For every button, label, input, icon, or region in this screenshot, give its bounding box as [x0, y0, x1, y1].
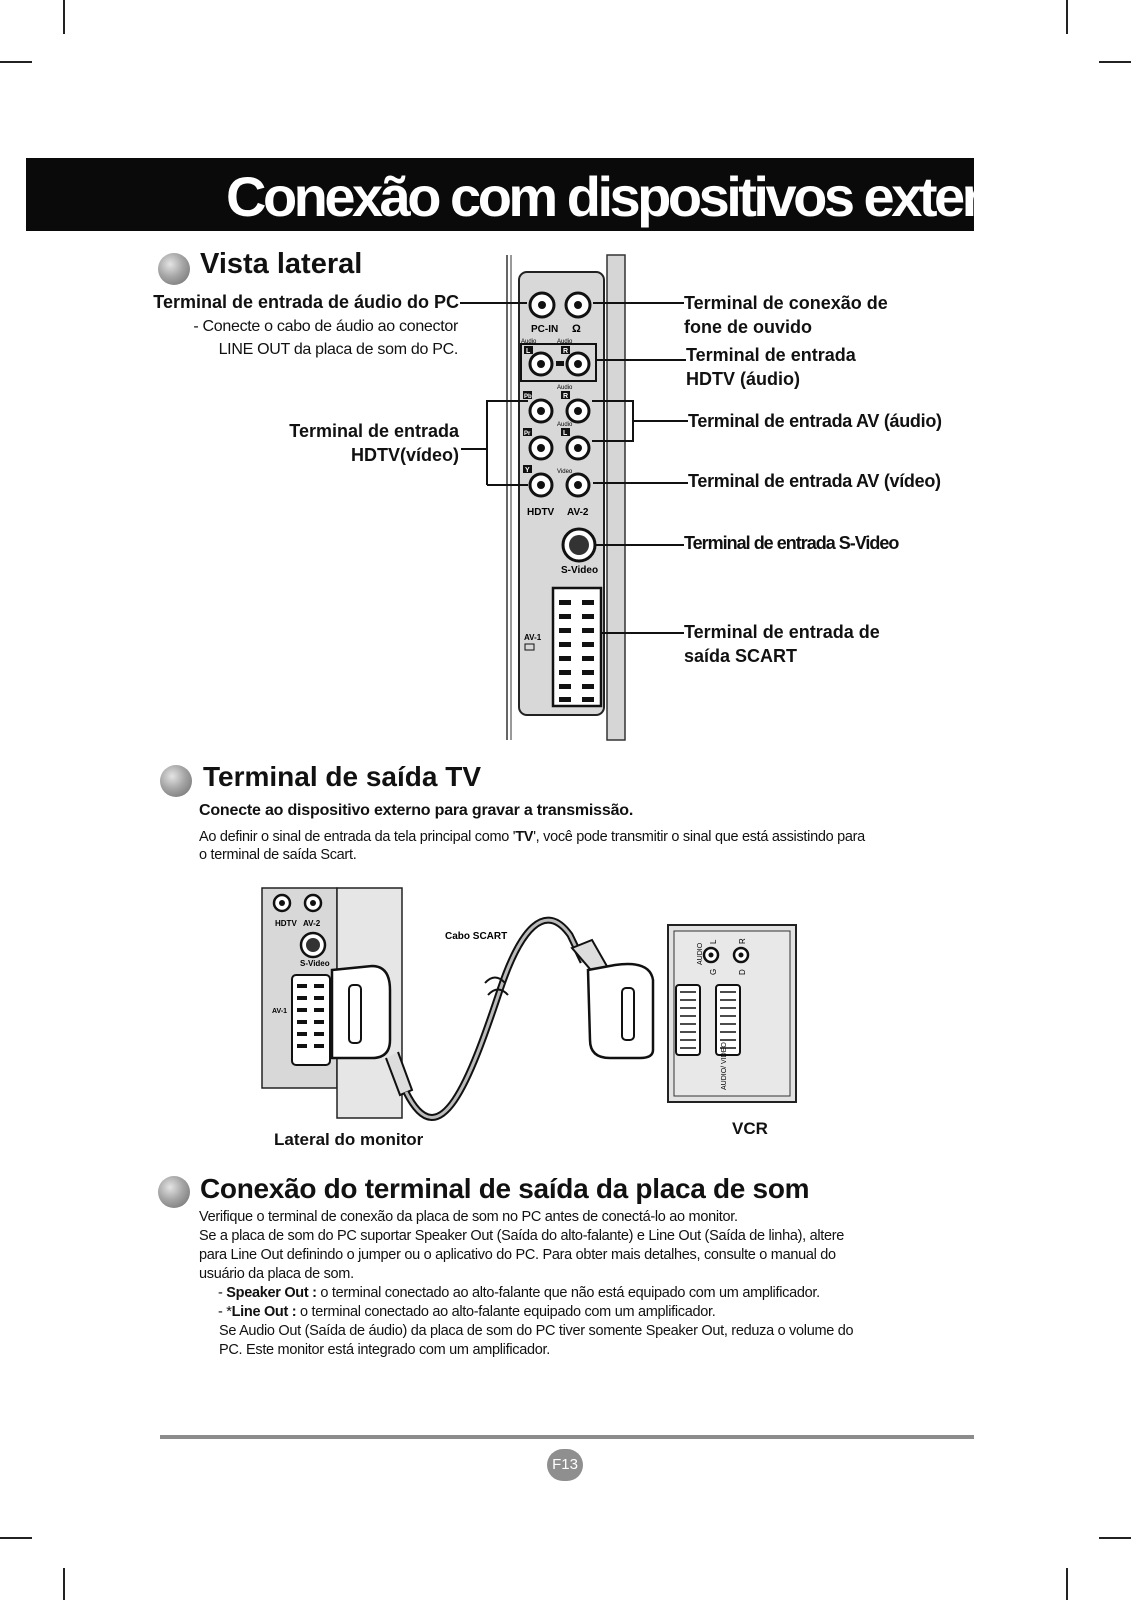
panel-label-left: L — [526, 348, 531, 355]
panel-label-pc-in: PC-IN — [531, 324, 559, 335]
panel-label-av2: AV-2 — [567, 507, 589, 518]
panel-label-y: Y — [525, 467, 530, 474]
crop-mark — [1099, 61, 1131, 63]
sound-card-line4: usuário da placa de som. — [199, 1266, 354, 1282]
headphone-icon: Ω — [572, 323, 581, 335]
tv-output-body-line1 — [199, 828, 865, 847]
speaker-term: Speaker Out : — [226, 1285, 317, 1301]
panel-label-audio: Audio — [557, 339, 573, 345]
line-prefix: - * — [218, 1304, 232, 1320]
panel-label-right: R — [563, 348, 569, 355]
fig-caption-monitor: Lateral do monitor — [274, 1130, 424, 1149]
sound-card-speaker-out — [218, 1284, 820, 1303]
crop-mark — [63, 0, 65, 34]
crop-mark — [0, 1537, 32, 1539]
panel-label-pr: Pr — [524, 431, 531, 437]
tv-output-body-part2: ', você pode transmitir o sinal que está assistindo para — [533, 829, 865, 845]
sound-card-note-2: PC. Este monitor está integrado com um amplificador. — [219, 1342, 550, 1358]
crop-mark — [63, 1568, 65, 1600]
crop-mark — [1099, 1537, 1131, 1539]
panel-label-av1: AV-1 — [524, 633, 542, 642]
fig-caption-vcr: VCR — [732, 1119, 768, 1138]
fig-label-g: G — [709, 968, 718, 975]
fig-label-audio: AUDIO — [697, 942, 704, 965]
label-scart-2: saída SCART — [684, 646, 798, 666]
fig-label-audio-video: AUDIO/ VIDEO — [721, 1042, 728, 1090]
label-hdtv-video-2: HDTV(vídeo) — [351, 445, 459, 465]
speaker-desc: o terminal conectado ao alto-falante que não está equipado com um amplificador. — [316, 1285, 820, 1301]
fig-label-d: D — [738, 969, 747, 975]
label-hdtv-video-1: Terminal de entrada — [289, 421, 459, 441]
fig-label-svideo: S-Video — [300, 959, 330, 968]
section-heading-tv-output: Terminal de saída TV — [203, 761, 482, 792]
section-heading-sound-card: Conexão do terminal de saída da placa de som — [200, 1173, 810, 1204]
label-pc-audio-desc-1: - Conecte o cabo de áudio ao conector — [193, 318, 458, 335]
scart-connection-diagram — [250, 885, 810, 1155]
label-hdtv-audio-1: Terminal de entrada — [686, 345, 856, 365]
panel-label-hdtv: HDTV — [527, 507, 555, 518]
label-svideo: Terminal de entrada S-Video — [684, 533, 899, 553]
fig-label-av2: AV-2 — [303, 919, 321, 928]
crop-mark — [0, 61, 32, 63]
line-term: Line Out : — [231, 1304, 297, 1320]
sound-card-line-out — [218, 1303, 715, 1322]
fig-label-l: L — [709, 939, 718, 944]
section-bullet-icon — [158, 1176, 190, 1208]
side-panel-illustration — [440, 250, 700, 745]
sound-card-line2: Se a placa de som do PC suportar Speaker Out (Saída do alto-falante) e Line Out (Saída de linha), altere — [199, 1228, 845, 1244]
tv-output-body-line2: o terminal de saída Scart. — [199, 847, 357, 863]
label-av-video: Terminal de entrada AV (vídeo) — [688, 471, 941, 491]
tv-output-subheading: Conecte ao dispositivo externo para gravar a transmissão. — [199, 802, 634, 819]
footer-rule — [160, 1435, 974, 1439]
speaker-prefix: - — [218, 1285, 227, 1301]
tv-output-body-part1: Ao definir o sinal de entrada da tela principal como ' — [199, 829, 516, 845]
page-title: Conexão com dispositivos externos — [226, 165, 1069, 228]
label-headphone-2: fone de ouvido — [684, 317, 812, 337]
line-desc: o terminal conectado ao alto-falante equipado com um amplificador. — [296, 1304, 716, 1320]
fig-label-hdtv: HDTV — [275, 919, 297, 928]
panel-label-left: L — [563, 430, 568, 437]
section-bullet-icon — [160, 765, 192, 797]
fig-label-cable: Cabo SCART — [445, 931, 508, 942]
fig-label-av1: AV-1 — [272, 1008, 288, 1015]
panel-label-audio: Audio — [557, 385, 573, 391]
label-headphone-1: Terminal de conexão de — [684, 293, 888, 313]
label-scart-1: Terminal de entrada de — [684, 622, 880, 642]
page-number-badge: F13 — [547, 1449, 583, 1481]
sound-card-line3: para Line Out definindo o jumper ou o aplicativo do PC. Para obter mais detalhes, consulte o manual do — [199, 1247, 836, 1263]
panel-label-audio: Audio — [521, 339, 537, 345]
panel-label-pb: Pb — [524, 394, 532, 400]
label-hdtv-audio-2: HDTV (áudio) — [686, 369, 800, 389]
panel-label-right: R — [563, 393, 569, 400]
crop-mark — [1066, 0, 1068, 34]
label-pc-audio-desc-2: LINE OUT da placa de som do PC. — [218, 341, 458, 358]
crop-mark — [1066, 1568, 1068, 1600]
label-av-audio: Terminal de entrada AV (áudio) — [688, 411, 942, 431]
section-heading-side-view: Vista lateral — [200, 248, 363, 280]
panel-label-svideo: S-Video — [561, 565, 599, 576]
sound-card-note-1: Se Audio Out (Saída de áudio) da placa de som do PC tiver somente Speaker Out, reduza o volume do — [219, 1323, 854, 1339]
fig-label-r: R — [738, 938, 747, 944]
panel-label-audio: Audio — [557, 422, 573, 428]
title-bar — [26, 158, 1069, 231]
label-pc-audio-input: Terminal de entrada de áudio do PC — [153, 292, 459, 312]
panel-label-video: Video — [557, 469, 573, 475]
tv-output-body-bold: TV — [515, 829, 534, 845]
section-bullet-icon — [158, 253, 190, 285]
sound-card-line1: Verifique o terminal de conexão da placa de som no PC antes de conectá-lo ao monitor. — [199, 1209, 738, 1225]
